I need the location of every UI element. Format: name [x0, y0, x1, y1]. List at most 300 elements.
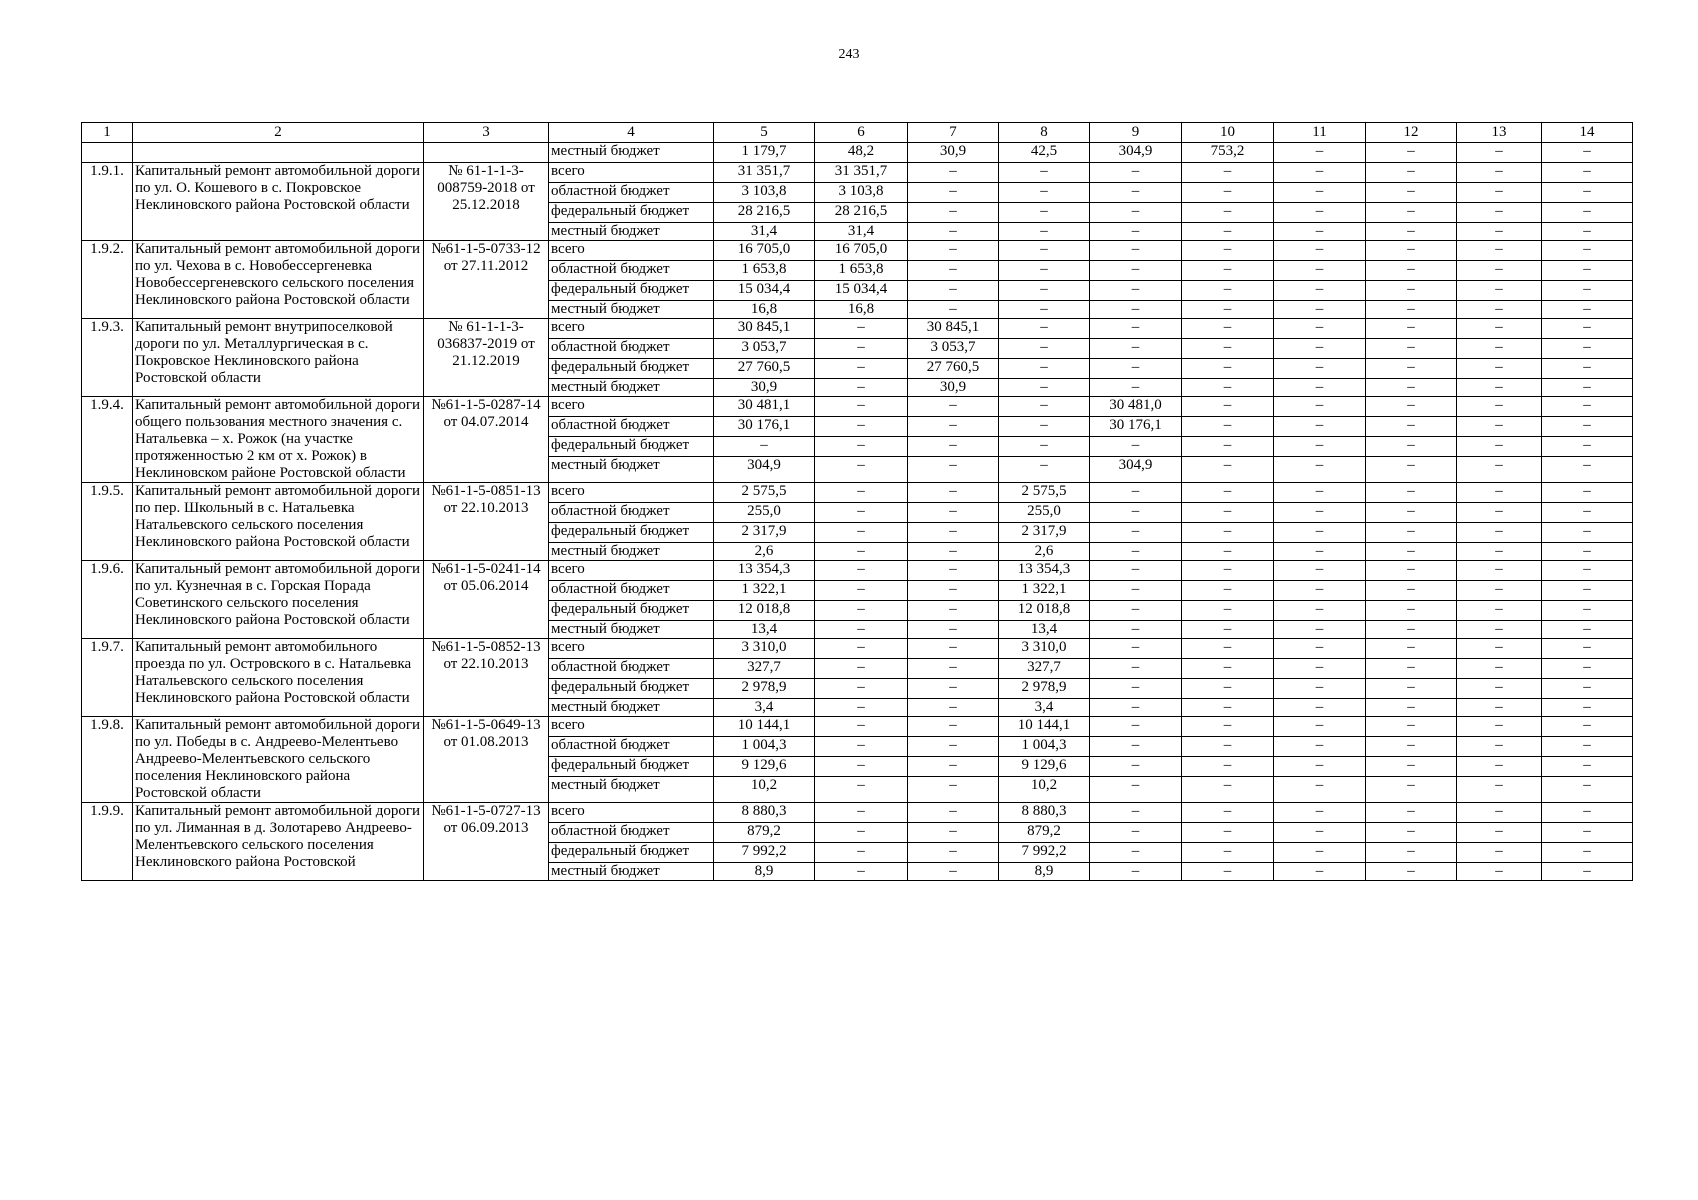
value-cell: –	[1366, 417, 1457, 437]
value-cell: –	[908, 437, 999, 457]
budget-type-cell: всего	[549, 803, 714, 823]
value-cell: –	[1274, 679, 1366, 699]
value-cell: –	[815, 621, 908, 639]
value-cell: 30 845,1	[714, 319, 815, 339]
value-cell: –	[1457, 183, 1542, 203]
value-cell: –	[1542, 163, 1633, 183]
document-ref: №61-1-5-0649-13 от 01.08.2013	[424, 717, 549, 803]
carry-over-row	[82, 143, 1633, 163]
value-cell: –	[1274, 261, 1366, 281]
value-cell: –	[815, 523, 908, 543]
value-cell: 1 653,8	[815, 261, 908, 281]
value-cell: –	[1182, 397, 1274, 417]
value-cell: –	[1090, 359, 1182, 379]
value-cell: –	[1542, 803, 1633, 823]
value-cell: –	[1457, 301, 1542, 319]
value-cell: –	[908, 777, 999, 803]
value-cell: –	[1090, 379, 1182, 397]
value-cell: –	[908, 163, 999, 183]
header-cell: 14	[1542, 123, 1633, 143]
value-cell: –	[1542, 203, 1633, 223]
value-cell: 3 053,7	[908, 339, 999, 359]
value-cell: 2 317,9	[999, 523, 1090, 543]
value-cell: 3 310,0	[714, 639, 815, 659]
value-cell: –	[1366, 503, 1457, 523]
value-cell: –	[1090, 639, 1182, 659]
value-cell: 30 481,1	[714, 397, 815, 417]
value-cell: 8,9	[714, 863, 815, 881]
value-cell: 31,4	[815, 223, 908, 241]
value-cell: –	[1182, 319, 1274, 339]
value-cell: 3 103,8	[714, 183, 815, 203]
value-cell: –	[908, 203, 999, 223]
budget-type-cell: местный бюджет	[549, 621, 714, 639]
value-cell: –	[714, 437, 815, 457]
value-cell: –	[1274, 601, 1366, 621]
value-cell: 12 018,8	[999, 601, 1090, 621]
item-name: Капитальный ремонт автомобильного проезда по ул. Островского в с. Натальевка Натальевского сельского поселения Неклиновского района Ростовской области	[133, 639, 424, 717]
table-row	[82, 241, 1633, 261]
value-cell: –	[908, 503, 999, 523]
budget-type-cell: федеральный бюджет	[549, 757, 714, 777]
value-cell: –	[1090, 503, 1182, 523]
value-cell: –	[815, 503, 908, 523]
value-cell: –	[908, 561, 999, 581]
budget-type-cell: областной бюджет	[549, 503, 714, 523]
value-cell: –	[999, 261, 1090, 281]
document-ref: № 61-1-1-3-008759-2018 от 25.12.2018	[424, 163, 549, 241]
value-cell: –	[1274, 523, 1366, 543]
value-cell: –	[1457, 319, 1542, 339]
value-cell: 42,5	[999, 143, 1090, 163]
value-cell: –	[1457, 621, 1542, 639]
value-cell: 2 575,5	[999, 483, 1090, 503]
value-cell: –	[1457, 863, 1542, 881]
value-cell: –	[1274, 639, 1366, 659]
budget-type-cell: федеральный бюджет	[549, 679, 714, 699]
value-cell: –	[1274, 843, 1366, 863]
value-cell: 48,2	[815, 143, 908, 163]
table-row	[82, 397, 1633, 417]
value-cell: 2 978,9	[714, 679, 815, 699]
value-cell: –	[815, 339, 908, 359]
item-number: 1.9.4.	[82, 397, 133, 483]
value-cell: –	[1457, 803, 1542, 823]
value-cell: –	[1542, 319, 1633, 339]
value-cell: –	[1182, 543, 1274, 561]
value-cell: –	[1182, 659, 1274, 679]
budget-type-cell: областной бюджет	[549, 581, 714, 601]
value-cell: –	[1457, 503, 1542, 523]
value-cell: –	[1542, 379, 1633, 397]
document-ref: №61-1-5-0287-14 от 04.07.2014	[424, 397, 549, 483]
value-cell: –	[1457, 163, 1542, 183]
value-cell: –	[1542, 417, 1633, 437]
item-number: 1.9.2.	[82, 241, 133, 319]
value-cell: –	[1182, 717, 1274, 737]
value-cell: –	[1542, 359, 1633, 379]
value-cell: –	[1090, 621, 1182, 639]
value-cell: –	[1542, 659, 1633, 679]
value-cell: –	[1274, 621, 1366, 639]
document-ref: №61-1-5-0241-14 от 05.06.2014	[424, 561, 549, 639]
header-row	[82, 123, 1633, 143]
value-cell: 15 034,4	[714, 281, 815, 301]
value-cell: 31,4	[714, 223, 815, 241]
value-cell: 327,7	[999, 659, 1090, 679]
value-cell: 304,9	[1090, 143, 1182, 163]
value-cell: –	[1542, 183, 1633, 203]
budget-type-cell: всего	[549, 561, 714, 581]
empty-cell	[424, 143, 549, 163]
value-cell: –	[1274, 581, 1366, 601]
value-cell: –	[1274, 379, 1366, 397]
table-row	[82, 319, 1633, 339]
document-ref: №61-1-5-0733-12 от 27.11.2012	[424, 241, 549, 319]
value-cell: –	[999, 203, 1090, 223]
value-cell: –	[1542, 737, 1633, 757]
value-cell: 8 880,3	[714, 803, 815, 823]
value-cell: –	[1182, 203, 1274, 223]
value-cell: –	[1182, 163, 1274, 183]
value-cell: –	[1366, 281, 1457, 301]
document-ref: №61-1-5-0851-13 от 22.10.2013	[424, 483, 549, 561]
value-cell: –	[1090, 699, 1182, 717]
value-cell: –	[1274, 543, 1366, 561]
value-cell: –	[1182, 601, 1274, 621]
item-name: Капитальный ремонт автомобильной дороги общего пользования местного значения с. Натальевка – х. Рожок (на участке протяженностью 2 км от х. Рожок) в Неклиновском районе Ростовской области	[133, 397, 424, 483]
value-cell: 30,9	[908, 143, 999, 163]
value-cell: –	[1366, 203, 1457, 223]
value-cell: –	[1366, 863, 1457, 881]
value-cell: –	[1090, 561, 1182, 581]
value-cell: –	[1457, 659, 1542, 679]
value-cell: –	[1274, 757, 1366, 777]
value-cell: 15 034,4	[815, 281, 908, 301]
value-cell: –	[1274, 437, 1366, 457]
value-cell: 753,2	[1182, 143, 1274, 163]
value-cell: –	[1366, 457, 1457, 483]
value-cell: –	[1366, 261, 1457, 281]
value-cell: –	[1182, 581, 1274, 601]
value-cell: –	[1366, 843, 1457, 863]
value-cell: –	[908, 863, 999, 881]
value-cell: –	[1457, 437, 1542, 457]
value-cell: 28 216,5	[815, 203, 908, 223]
header-cell: 10	[1182, 123, 1274, 143]
value-cell: –	[1542, 241, 1633, 261]
value-cell: 1 004,3	[714, 737, 815, 757]
value-cell: –	[1274, 339, 1366, 359]
document-ref: №61-1-5-0727-13 от 06.09.2013	[424, 803, 549, 881]
value-cell: –	[908, 241, 999, 261]
value-cell: –	[1090, 843, 1182, 863]
value-cell: –	[1274, 301, 1366, 319]
header-cell: 3	[424, 123, 549, 143]
value-cell: –	[1274, 223, 1366, 241]
item-number: 1.9.6.	[82, 561, 133, 639]
value-cell: –	[1090, 241, 1182, 261]
value-cell: –	[1182, 639, 1274, 659]
value-cell: –	[1366, 717, 1457, 737]
value-cell: –	[1457, 679, 1542, 699]
value-cell: 27 760,5	[714, 359, 815, 379]
value-cell: –	[1090, 523, 1182, 543]
header-cell: 8	[999, 123, 1090, 143]
value-cell: –	[815, 717, 908, 737]
value-cell: –	[908, 581, 999, 601]
budget-type-cell: всего	[549, 717, 714, 737]
budget-type-cell: всего	[549, 163, 714, 183]
value-cell: –	[908, 717, 999, 737]
value-cell: –	[1182, 523, 1274, 543]
value-cell: 3,4	[714, 699, 815, 717]
value-cell: –	[1366, 379, 1457, 397]
value-cell: 7 992,2	[714, 843, 815, 863]
item-number: 1.9.1.	[82, 163, 133, 241]
value-cell: 8 880,3	[999, 803, 1090, 823]
value-cell: –	[1182, 863, 1274, 881]
table-row	[82, 639, 1633, 659]
item-number: 1.9.8.	[82, 717, 133, 803]
value-cell: –	[1366, 301, 1457, 319]
item-name: Капитальный ремонт автомобильной дороги по ул. О. Кошевого в с. Покровское Неклиновского района Ростовской области	[133, 163, 424, 241]
item-number: 1.9.3.	[82, 319, 133, 397]
value-cell: –	[1457, 777, 1542, 803]
value-cell: 10 144,1	[714, 717, 815, 737]
value-cell: 31 351,7	[714, 163, 815, 183]
value-cell: –	[1274, 717, 1366, 737]
value-cell: –	[1542, 543, 1633, 561]
value-cell: –	[1182, 223, 1274, 241]
value-cell: 1 653,8	[714, 261, 815, 281]
value-cell: –	[1542, 503, 1633, 523]
value-cell: –	[1366, 639, 1457, 659]
value-cell: –	[1090, 777, 1182, 803]
value-cell: –	[1090, 543, 1182, 561]
budget-type-cell: областной бюджет	[549, 823, 714, 843]
value-cell: –	[815, 863, 908, 881]
value-cell: –	[1366, 437, 1457, 457]
value-cell: –	[1366, 581, 1457, 601]
value-cell: –	[1542, 621, 1633, 639]
table-row	[82, 717, 1633, 737]
table-row	[82, 483, 1633, 503]
value-cell: –	[1457, 737, 1542, 757]
value-cell: –	[908, 543, 999, 561]
value-cell: –	[1457, 717, 1542, 737]
value-cell: –	[1182, 737, 1274, 757]
value-cell: –	[1542, 777, 1633, 803]
budget-type-cell: всего	[549, 397, 714, 417]
value-cell: –	[908, 457, 999, 483]
empty-cell	[133, 143, 424, 163]
value-cell: –	[815, 457, 908, 483]
value-cell: –	[1182, 339, 1274, 359]
budget-type-cell: областной бюджет	[549, 183, 714, 203]
value-cell: –	[1542, 483, 1633, 503]
value-cell: –	[1274, 561, 1366, 581]
value-cell: –	[1090, 339, 1182, 359]
value-cell: –	[1542, 523, 1633, 543]
value-cell: –	[815, 737, 908, 757]
value-cell: 2,6	[999, 543, 1090, 561]
value-cell: –	[1366, 777, 1457, 803]
value-cell: –	[1542, 281, 1633, 301]
value-cell: 27 760,5	[908, 359, 999, 379]
budget-type-cell: федеральный бюджет	[549, 203, 714, 223]
value-cell: –	[815, 679, 908, 699]
value-cell: –	[1090, 803, 1182, 823]
value-cell: –	[1457, 757, 1542, 777]
value-cell: –	[1182, 261, 1274, 281]
value-cell: –	[1542, 581, 1633, 601]
value-cell: –	[1366, 523, 1457, 543]
value-cell: –	[815, 581, 908, 601]
value-cell: –	[1274, 203, 1366, 223]
value-cell: –	[815, 437, 908, 457]
value-cell: –	[1182, 679, 1274, 699]
value-cell: –	[999, 223, 1090, 241]
value-cell: –	[1366, 223, 1457, 241]
value-cell: –	[815, 417, 908, 437]
value-cell: –	[1457, 699, 1542, 717]
value-cell: 30 845,1	[908, 319, 999, 339]
budget-type-cell: федеральный бюджет	[549, 437, 714, 457]
value-cell: –	[908, 823, 999, 843]
value-cell: –	[815, 639, 908, 659]
value-cell: 1 004,3	[999, 737, 1090, 757]
value-cell: –	[1542, 679, 1633, 699]
value-cell: –	[1457, 379, 1542, 397]
value-cell: 2,6	[714, 543, 815, 561]
value-cell: –	[815, 601, 908, 621]
value-cell: –	[908, 301, 999, 319]
value-cell: –	[1182, 457, 1274, 483]
value-cell: –	[815, 777, 908, 803]
value-cell: –	[815, 757, 908, 777]
value-cell: –	[1182, 379, 1274, 397]
value-cell: –	[1090, 737, 1182, 757]
value-cell: –	[1457, 457, 1542, 483]
value-cell: –	[1542, 843, 1633, 863]
value-cell: –	[1542, 601, 1633, 621]
budget-type-cell: федеральный бюджет	[549, 359, 714, 379]
value-cell: 30 176,1	[714, 417, 815, 437]
value-cell: –	[1182, 503, 1274, 523]
value-cell: –	[815, 483, 908, 503]
budget-type-cell: областной бюджет	[549, 737, 714, 757]
value-cell: –	[1366, 319, 1457, 339]
value-cell: –	[908, 417, 999, 437]
value-cell: –	[1366, 359, 1457, 379]
value-cell: –	[1542, 339, 1633, 359]
value-cell: 2 317,9	[714, 523, 815, 543]
value-cell: 13 354,3	[714, 561, 815, 581]
value-cell: 255,0	[714, 503, 815, 523]
value-cell: –	[1366, 339, 1457, 359]
value-cell: –	[1182, 699, 1274, 717]
value-cell: –	[1542, 717, 1633, 737]
page-number: 243	[838, 47, 860, 62]
value-cell: –	[1457, 581, 1542, 601]
value-cell: –	[1457, 639, 1542, 659]
item-number: 1.9.5.	[82, 483, 133, 561]
budget-type-cell: областной бюджет	[549, 659, 714, 679]
header-cell: 11	[1274, 123, 1366, 143]
value-cell: –	[908, 679, 999, 699]
value-cell: –	[999, 163, 1090, 183]
value-cell: –	[1182, 359, 1274, 379]
value-cell: 10,2	[714, 777, 815, 803]
item-number: 1.9.7.	[82, 639, 133, 717]
value-cell: 1 179,7	[714, 143, 815, 163]
value-cell: –	[908, 523, 999, 543]
value-cell: –	[1090, 301, 1182, 319]
value-cell: –	[815, 843, 908, 863]
value-cell: –	[999, 359, 1090, 379]
value-cell: 10,2	[999, 777, 1090, 803]
value-cell: –	[1274, 163, 1366, 183]
value-cell: –	[1542, 397, 1633, 417]
document-ref: № 61-1-1-3-036837-2019 от 21.12.2019	[424, 319, 549, 397]
value-cell: –	[908, 601, 999, 621]
budget-type-cell: местный бюджет	[549, 379, 714, 397]
value-cell: –	[1274, 699, 1366, 717]
value-cell: –	[1366, 803, 1457, 823]
value-cell: 30 176,1	[1090, 417, 1182, 437]
value-cell: –	[1182, 823, 1274, 843]
value-cell: –	[1182, 417, 1274, 437]
value-cell: –	[815, 823, 908, 843]
value-cell: 28 216,5	[714, 203, 815, 223]
item-name: Капитальный ремонт автомобильной дороги по ул. Лиманная в д. Золотарево Андреево-Мелентьевского сельского поселения Неклиновского района Ростовской	[133, 803, 424, 881]
value-cell: 2 575,5	[714, 483, 815, 503]
value-cell: –	[815, 803, 908, 823]
value-cell: 1 322,1	[999, 581, 1090, 601]
value-cell: –	[1542, 757, 1633, 777]
value-cell: –	[1090, 437, 1182, 457]
value-cell: –	[1457, 523, 1542, 543]
value-cell: 16,8	[714, 301, 815, 319]
value-cell: –	[999, 397, 1090, 417]
value-cell: 3 103,8	[815, 183, 908, 203]
value-cell: –	[1274, 417, 1366, 437]
value-cell: 304,9	[1090, 457, 1182, 483]
value-cell: –	[908, 659, 999, 679]
value-cell: –	[815, 359, 908, 379]
value-cell: –	[1274, 803, 1366, 823]
value-cell: –	[1274, 823, 1366, 843]
value-cell: –	[1090, 581, 1182, 601]
value-cell: –	[815, 319, 908, 339]
value-cell: –	[908, 639, 999, 659]
value-cell: –	[1542, 863, 1633, 881]
value-cell: –	[1457, 223, 1542, 241]
item-name: Капитальный ремонт внутрипоселковой дороги по ул. Металлургическая в с. Покровское Неклиновского района Ростовской области	[133, 319, 424, 397]
value-cell: –	[1274, 777, 1366, 803]
value-cell: –	[1457, 561, 1542, 581]
value-cell: –	[1457, 543, 1542, 561]
value-cell: –	[908, 223, 999, 241]
value-cell: –	[1090, 679, 1182, 699]
value-cell: 9 129,6	[714, 757, 815, 777]
value-cell: 304,9	[714, 457, 815, 483]
value-cell: –	[1542, 223, 1633, 241]
item-name: Капитальный ремонт автомобильной дороги по ул. Чехова в с. Новобессергеневка Новобессергеневского сельского поселения Неклиновского района Ростовской области	[133, 241, 424, 319]
item-name: Капитальный ремонт автомобильной дороги по ул. Победы в с. Андреево-Мелентьево Андреево-Мелентьевского сельского поселения Неклиновского района Ростовской области	[133, 717, 424, 803]
value-cell: –	[908, 261, 999, 281]
